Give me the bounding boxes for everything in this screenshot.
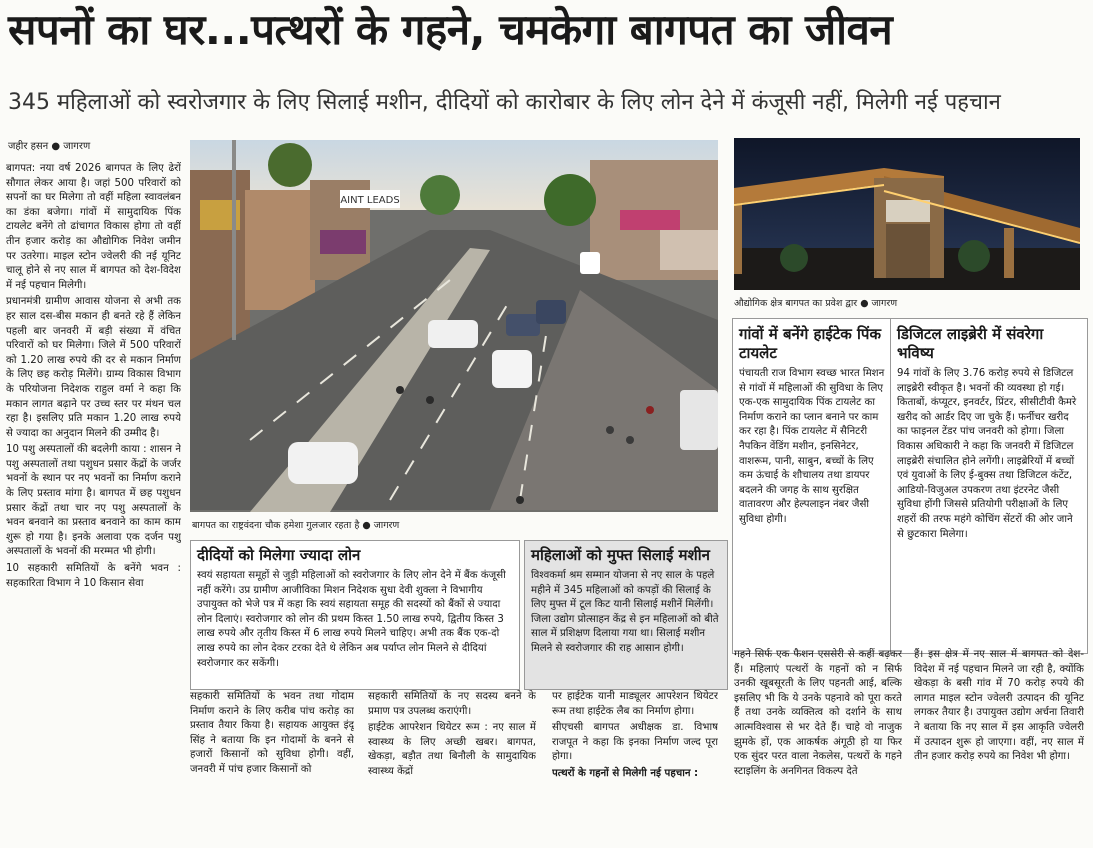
bottom-column-3	[552, 690, 718, 848]
box-loan-text: स्वयं सहायता समूहों से जुड़ी महिलाओं को स्वरोजगार के लिए लोन देने में बैंक कंजूसी नहीं करेंगे। उप्र ग्रामीण आजीविका मिशन निदेशक सुधा देवी शुक्ला ने विभागीय उपायुक्त को भेजे पत्र में कहा कि स्वयं सहायता समूह की सदस्यों को बैंकों से ज्यादा लोन दिलाएं। स्वरोजगार को लोन की प्रथम किस्त 1.50 लाख रुपये, द्वितीय किस्त 3 लाख रुपये और तृतीय किस्त में 6 लाख रुपये मिलने चाहिए। अभी तक बैंक एक-दो लाख रुपये का लोन देकर टरका देते थे लेकिन अब पर्याप्त लोन मिलने से दीदियां स्वरोजगार कर सकेंगी।	[197, 570, 506, 669]
box-library-title: डिजिटल लाइब्रेरी में संवरेगा भविष्य	[897, 325, 1044, 362]
box-library-text: 94 गांवों के लिए 3.76 करोड़ रुपये से डिजिटल लाइब्रेरी स्वीकृत है। भवनों की व्यवस्था हो गई। किताबों, कंप्यूटर, इनवर्टर, प्रिंटर, सीसीटीवी कैमरे खरीद को आर्डर दिए जा चुके हैं। फर्नीचर खरीद का फाइनल टेंडर पांच जनवरी को होगा। जिला विकास अधिकारी ने कहा कि जनवरी में डिजिटल लाइब्रेरी संचालित होने लगेंगी। लाइब्रेरियों में बच्चों एवं युवाओं के लिए ई-बुक्स तथा डिजिटल कंटेंट, आडियो-विजुअल उपकरण तथा इंटरनेट जैसी सुविधा होंगी जिससे प्रतियोगी परीक्षाओं के लिए शहरों की तरफ महंगे कोचिंग सेंटरों की ओर जाने से छुटकारा मिलेगा।	[897, 368, 1077, 540]
box-pink-toilet-title: गांवों में बनेंगे हाईटेक पिंक टायलेट	[739, 325, 881, 362]
headline: सपनों का घर...पत्थरों के गहने, चमकेगा बागपत का जीवन	[8, 5, 893, 54]
col-b4-text: गहने सिर्फ एक फैशन एससेरी से कहीं बढ़कर हैं। महिलाएं पत्थरों के गहनों को न सिर्फ उनकी खूबसूरती के लिए पहनती आई, बल्कि इसलिए भी कि ये उनके पहनावे को पूरा करते हैं तथा उनके व्यक्तित्व को दर्शाने के साथ आत्मविश्वास से भर देते हैं। चाहे वो नाजुक झुमके हों, एक आकर्षक अंगूठी हो या फिर एक सुंदर परत वाला नेकलेस, पत्थरों के गहने स्टाइलिंग के अनगिनत विकल्प देते	[734, 649, 902, 777]
col-b3-para-2: सीएचसी बागपत अधीक्षक डा. विभाष राजपूत ने कहा कि इनका निर्माण जल्द पूरा होगा।	[552, 722, 718, 763]
box-sewing-title: महिलाओं को मुफ्त सिलाई मशीन	[531, 546, 710, 564]
bottom-column-4	[734, 648, 902, 848]
box-didi-loan	[190, 540, 520, 690]
col-b3-para-3: पत्थरों के गहनों से मिलेगी नई पहचान :	[552, 767, 699, 779]
shop-sign: AINT LEADS	[340, 195, 400, 206]
box-sewing-text: विश्वकर्मा श्रम सम्मान योजना से नए साल के पहले महीने में 345 महिलाओं को कपड़ों की सिलाई के लिए मुफ्त में टूल किट यानी सिलाई मशीनें मिलेंगी। जिला उद्योग प्रोत्साहन केंद्र से इन महिलाओं को बीते साल में प्रशिक्षण दिलाया गया था। सिलाई मशीन मिलने से स्वरोजगार की राह आसान होगी।	[531, 570, 719, 654]
box-loan-title: दीदियों को मिलेगा ज्यादा लोन	[197, 546, 361, 564]
bottom-column-5	[914, 648, 1084, 848]
traffic-square-image	[190, 140, 718, 512]
gate-photo-caption: औद्योगिक क्षेत्र बागपत का प्रवेश द्वार ● जागरण	[734, 298, 898, 309]
bottom-column-1	[190, 690, 354, 848]
col-b1-text: सहकारी समितियों के भवन तथा गोदाम निर्माण कराने के लिए करीब पांच करोड़ का प्रस्ताव तैयार किया है। सहायक आयुक्त इंदू सिंह ने बताया कि इन गोदामों के बनने से हजारों किसानों को सुविधा होगी। वहीं, जनवरी में पांच हजार किसानों को	[190, 691, 354, 775]
col-b2-para-1: सहकारी समितियों के नए सदस्य बनने के प्रमाण पत्र उपलब्ध कराएंगी।	[368, 691, 536, 717]
col1-para-1: बागपत: नया वर्ष 2026 बागपत के लिए ढेरों सौगात लेकर आया है। जहां 500 परिवारों को सपनों का घर मिलेगा तो वहीं महिला स्वावलंबन का डंका बजेगा। गांवों में सामुदायिक पिंक टायलेट बनेंगे तो ढांचागत विकास होगा तो वहीं तीन हजार करोड़ का औद्योगिक निवेश जमीन पर उतरेगा। माइल स्टोन ज्वेलरी की नई यूनिट चालू होने से नए साल में बागपत को देश-विदेश में नई पहचान मिलेगी।	[6, 163, 181, 291]
col1-para-4: 10 सहकारी समितियों के बनेंगे भवन : सहकारिता विभाग ने 10 किसान सेवा	[6, 563, 181, 589]
left-column	[6, 162, 181, 848]
gate-photo	[734, 138, 1080, 290]
col-b2-para-2: हाईटेक आपरेशन थियेटर रूम : नए साल में स्वास्थ्य के लिए अच्छी खबर। बागपत, खेकड़ा, बड़ौत तथा बिनौली के सामुदायिक स्वास्थ्य केंद्रों	[368, 722, 536, 777]
industrial-gate-image	[734, 138, 1080, 290]
box-sewing-machine	[524, 540, 728, 690]
box-pink-toilet-text: पंचायती राज विभाग स्वच्छ भारत मिशन से गांवों में महिलाओं की सुविधा के लिए एक-एक सामुदायिक पिंक टायलेट का निर्माण कराने का प्लान बनाने पर काम कर रहा है। पिंक टायलेट में सैनिटरी नैपकिन वेंडिंग मशीन, इनसिनेटर, वाशरूम, पानी, साबुन, बच्चों के लिए कम ऊंचाई के शौचालय तथा डायपर बदलने की जगह के साथ सुरक्षित वातावरण और हेल्पलाइन नंबर जैसी सुविधा होगी।	[739, 368, 885, 525]
main-photo	[190, 140, 718, 512]
col-b5-text: हैं। इस क्षेत्र में नए साल में बागपत को देश-विदेश में नई पहचान मिलने जा रही है, क्योंकि खेकड़ा के बसी गांव में 70 करोड़ रुपये की लागत माइल स्टोन ज्वेलरी उत्पादन की यूनिट लगकर तैयार है। उपायुक्त उद्योग अर्चना तिवारी ने बताया कि नए साल में इस आकृति ज्वेलरी में उत्पादन शुरू हो जाएगा। वहीं, नए साल में तीन हजार करोड़ रुपये का निवेश भी होगा।	[914, 649, 1084, 763]
box-digital-library	[890, 318, 1088, 654]
byline: जहीर हसन ● जागरण	[8, 141, 91, 152]
bottom-column-2	[368, 690, 536, 848]
col1-para-2: प्रधानमंत्री ग्रामीण आवास योजना से अभी तक हर साल दस-बीस मकान ही बनते रहे हैं लेकिन पहली बार जनवरी में बड़ी संख्या में वंचित परिवारों को घर मिलेगा। जिले में 500 परिवारों को 1.20 लाख रुपये की दर से मकान निर्माण के लिए छह करोड़ मिलेंगे। ग्राम्य विकास विभाग के परियोजना निदेशक राहुल वर्मा ने कहा कि मकान लागत बढ़ाने पर उच्च स्तर पर मंथन चल रहा है। इसलिए प्रति मकान 1.20 लाख रुपये से ज्यादा का अनुदान मिलने की उम्मीद है।	[6, 296, 181, 439]
box-pink-toilet	[732, 318, 896, 654]
main-photo-caption: बागपत का राष्ट्रवंदना चौक हमेशा गुलजार रहता है ● जागरण	[192, 520, 400, 531]
col-b3-para-1: पर हाईटेक यानी माड्यूलर आपरेशन थियेटर रूम तथा हाईटेक लैब का निर्माण होगा।	[552, 691, 718, 717]
subheadline: 345 महिलाओं को स्वरोजगार के लिए सिलाई मशीन, दीदियों को कारोबार के लिए लोन देने में कंजूसी नहीं, मिलेगी नई पहचान	[8, 90, 1001, 115]
col1-para-3: 10 पशु अस्पतालों की बदलेगी काया : शासन ने पशु अस्पतालों तथा पशुधन प्रसार केंद्रों के जर्जर भवनों के स्थान पर नए भवनों का निर्माण कराने के लिए प्रस्ताव मांगा है। बागपत में छह पशुधन प्रसार केंद्रों तथा चार नए पशु अस्पतालों के भवन बनवाने का प्रस्ताव बनवाने का काम काम शुरू हो गया है। इनके अलावा एक दर्जन पशु अस्पतालों के भवनों की मरम्मत भी होगी।	[6, 444, 181, 558]
